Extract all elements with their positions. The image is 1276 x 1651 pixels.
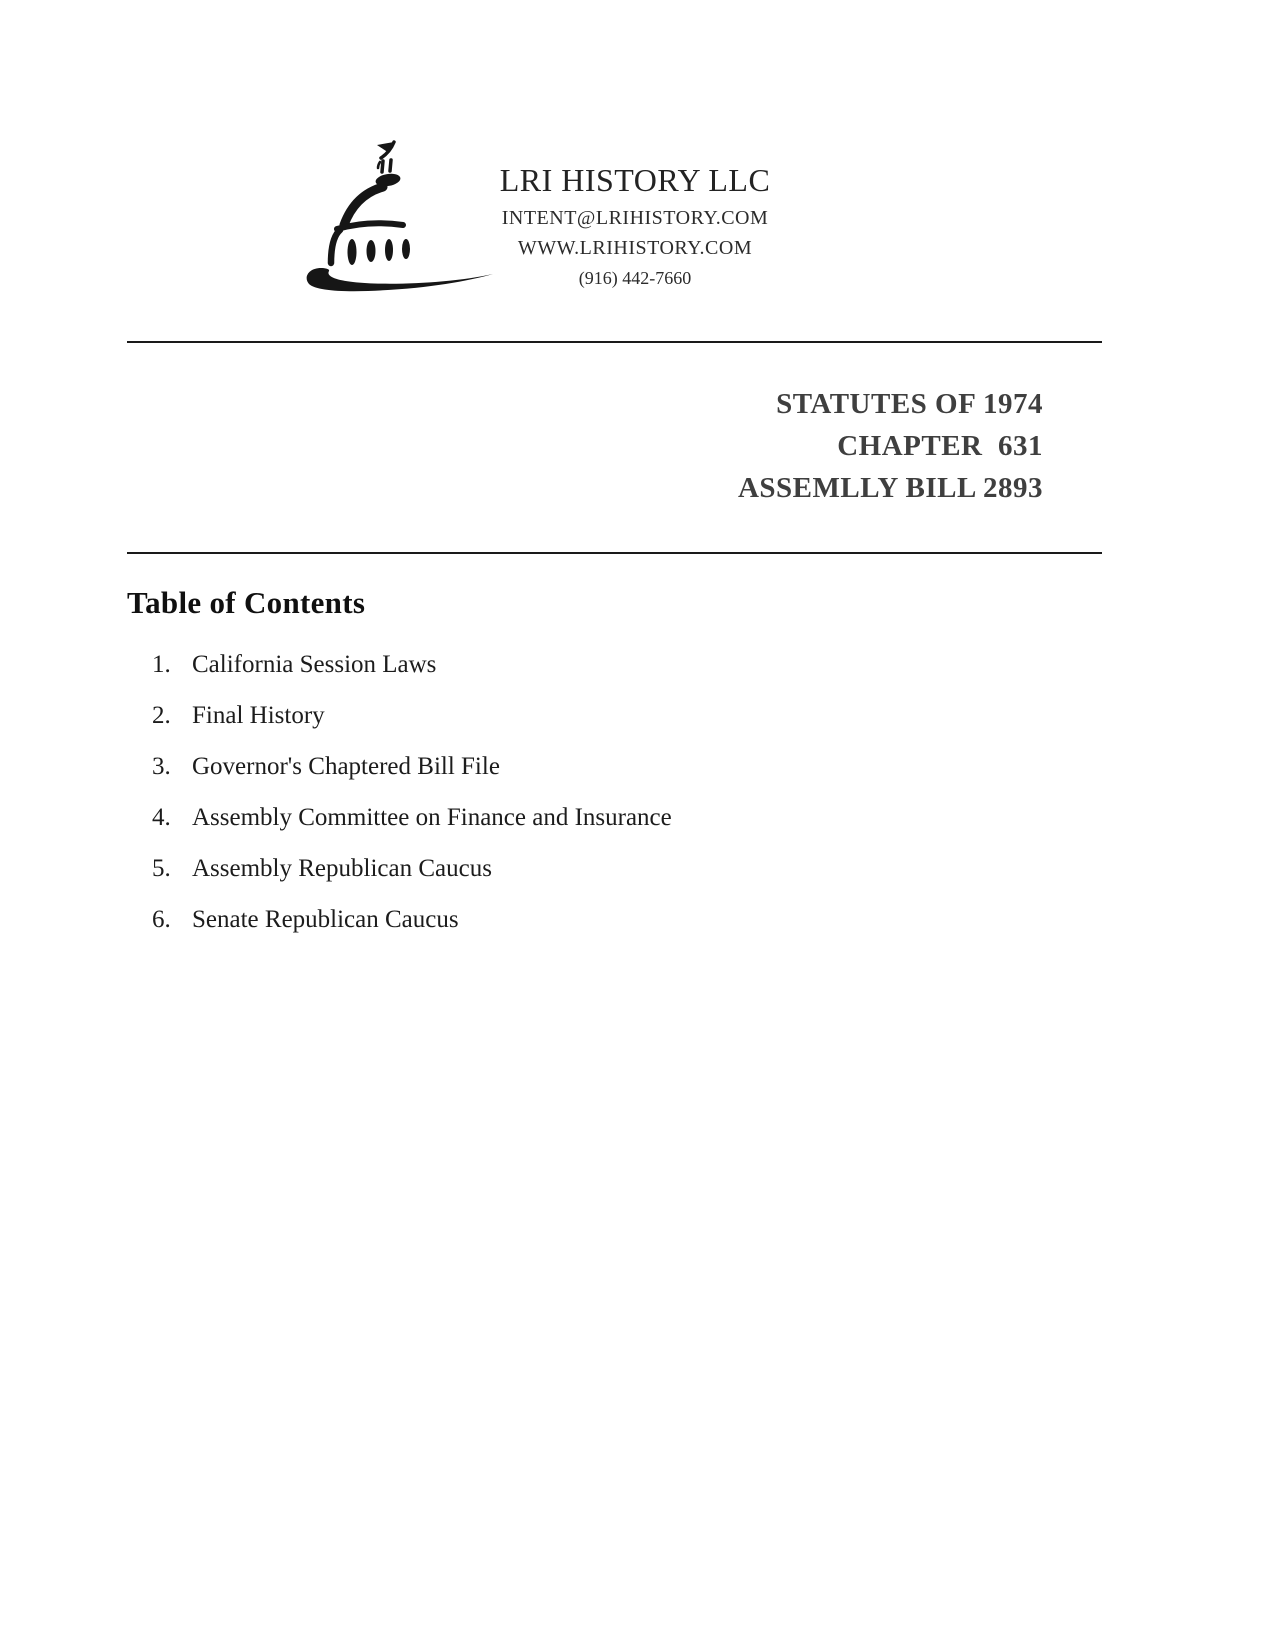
toc-item-label: Final History: [192, 702, 325, 729]
toc-item-number: 5.: [152, 855, 171, 882]
toc-item-label: Assembly Republican Caucus: [192, 855, 492, 882]
toc-item-label: Senate Republican Caucus: [192, 906, 459, 933]
toc-item-number: 4.: [152, 804, 171, 831]
toc-item-number: 1.: [152, 651, 171, 678]
chapter-line: CHAPTER 631: [837, 430, 1043, 462]
toc-item: [152, 754, 952, 780]
company-website: WWW.LRIHISTORY.COM: [517, 237, 753, 259]
toc-item-number: 3.: [152, 753, 171, 780]
toc-title: Table of Contents: [127, 585, 366, 620]
divider-middle: [127, 552, 1102, 554]
divider-top: [127, 341, 1102, 343]
toc-list: [152, 652, 952, 958]
toc-item-number: 2.: [152, 702, 171, 729]
toc-item: [152, 907, 952, 933]
toc-item: [152, 703, 952, 729]
document-info-block: [738, 383, 1043, 509]
bill-line: ASSEMLLY BILL 2893: [737, 472, 1043, 504]
toc-item: [152, 856, 952, 882]
company-name: LRI HISTORY LLC: [499, 162, 771, 198]
company-email: INTENT@LRIHISTORY.COM: [501, 207, 769, 229]
toc-item-label: California Session Laws: [192, 651, 437, 678]
company-header: [420, 163, 850, 293]
toc-item-label: Governor's Chaptered Bill File: [192, 753, 500, 780]
toc-item-number: 6.: [152, 906, 171, 933]
toc-item: [152, 652, 952, 678]
statutes-line: STATUTES OF 1974: [776, 388, 1043, 420]
toc-item-label: Assembly Committee on Finance and Insurance: [192, 804, 672, 831]
toc-item: [152, 805, 952, 831]
company-phone: (916) 442-7660: [578, 268, 692, 288]
